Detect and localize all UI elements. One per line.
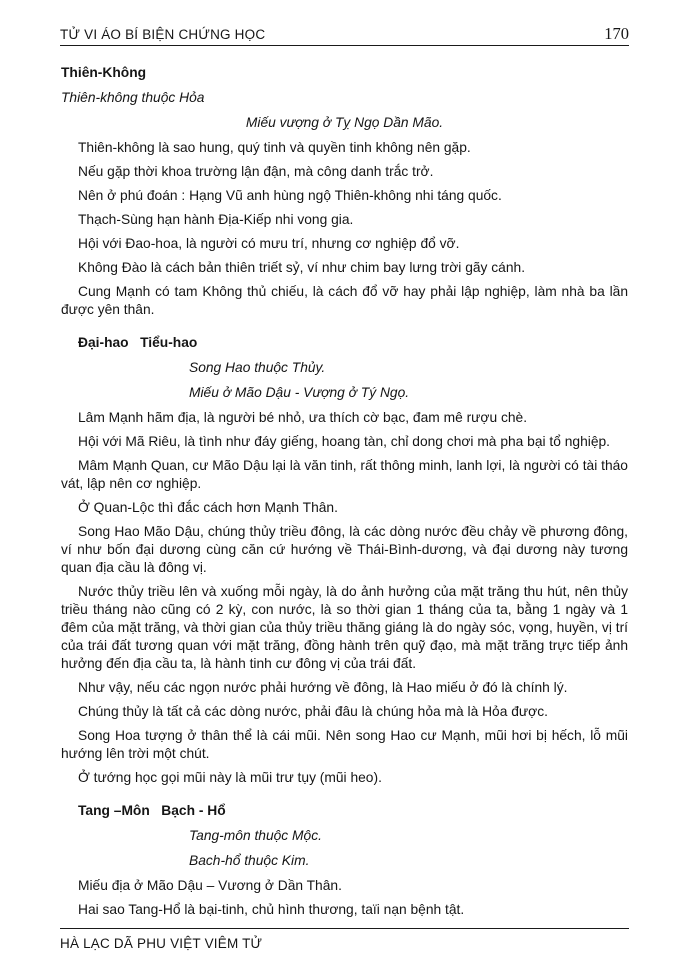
page-footer: [60, 936, 629, 951]
page-number: 170: [604, 24, 629, 43]
paragraph: Không Đào là cách bản thiên triết sỷ, ví như chim bay lưng trời gãy cánh.: [78, 260, 526, 275]
section-element-line: Bach-hổ thuộc Kim.: [189, 853, 310, 868]
section-heading-thien-khong: Thiên-Không: [61, 65, 147, 80]
paragraph: Nước thủy triều lên và xuống mỗi ngày, là do ảnh hưởng của mặt trăng thu hút, nên thủy triều tháng nào cũng có 2 kỳ, con nước, là so thời gian 1 tháng của ta, bằng 1 ngày và 1 đêm của mặt trăng, và thời gian của thủy triều thăng giáng là do ngày sóc, vọng, huyền, vị trí của trái đất tương quan với mặt trăng, đồng hành trên quỹ đạo, mà mặt trăng trực tiếp ảnh hưởng đến địa cầu ta, là hành tinh cư đông vị của trái đất.: [61, 584, 628, 671]
paragraph: Hai sao Tang-Hổ là bại-tinh, chủ hình thương, taïi nạn bệnh tật.: [78, 902, 465, 917]
paragraph: Song Hoa tượng ở thân thể là cái mũi. Nên song Hao cư Mạnh, mũi hơi bị hếch, lỗ mũi hướng lên trời một chút.: [61, 728, 628, 761]
section-element-line: Tang-môn thuộc Mộc.: [189, 828, 322, 843]
paragraph: Nếu gặp thời khoa trường lận đận, mà công danh trắc trở.: [78, 164, 434, 179]
section-heading-tang-mon-bach-ho: Tang –Môn Bạch - Hổ: [78, 803, 226, 818]
section-element-line: Thiên-không thuộc Hỏa: [61, 90, 205, 105]
paragraph: Ở Quan-Lộc thì đắc cách hơn Mạnh Thân.: [78, 500, 338, 515]
section-position-line: Miếu vượng ở Tỵ Ngọ Dần Mão.: [245, 115, 444, 130]
paragraph: Mâm Mạnh Quan, cư Mão Dậu lại là văn tinh, rất thông minh, lanh lợi, là người có tài tháo vát, lập nên cơ nghiệp.: [61, 458, 628, 491]
paragraph: Như vậy, nếu các ngọn nước phải hướng về đông, là Hao miếu ở đó là chính lý.: [78, 680, 568, 695]
paragraph: Nên ở phú đoán : Hạng Vũ anh hùng ngộ Thiên-không nhi táng quốc.: [78, 188, 502, 203]
paragraph: Thiên-không là sao hung, quý tinh và quyền tinh không nên gặp.: [78, 140, 471, 155]
page-header: [60, 24, 629, 44]
running-title: TỬ VI ÁO BÍ BIỆN CHỨNG HỌC: [60, 27, 266, 42]
footer-rule: [60, 928, 629, 929]
paragraph: Cung Mạnh có tam Không thủ chiếu, là cách đổ vỡ hay phải lập nghiệp, làm nhà ba lần được yên thân.: [61, 284, 628, 317]
page-body: [61, 64, 628, 925]
paragraph: Chúng thủy là tất cả các dòng nước, phải đâu là chúng hỏa mà là Hỏa được.: [78, 704, 548, 719]
paragraph: Hội với Đao-hoa, là người có mưu trí, nhưng cơ nghiệp đổ vỡ.: [78, 236, 460, 251]
paragraph: Lâm Mạnh hãm địa, là người bé nhỏ, ưa thích cờ bạc, đam mê rượu chè.: [78, 410, 528, 425]
footer-text: HÀ LẠC DÃ PHU VIỆT VIÊM TỬ: [60, 936, 263, 951]
section-position-line: Miếu ở Mão Dậu - Vượng ở Tý Ngọ.: [189, 385, 410, 400]
paragraph: Ở tướng học gọi mũi này là mũi trư tụy (mũi heo).: [78, 770, 382, 785]
paragraph: Miếu địa ở Mão Dậu – Vương ở Dần Thân.: [78, 878, 342, 893]
section-heading-dai-hao-tieu-hao: Đại-hao Tiểu-hao: [78, 335, 198, 350]
paragraph: Thạch-Sùng hạn hành Địa-Kiếp nhi vong gia.: [78, 212, 354, 227]
paragraph: Song Hao Mão Dậu, chúng thủy triều đông, là các dòng nước đều chảy về phương đông, ví như bốn đại dương cùng căn cứ hướng về Thái-Bình-dương, và đại dương này tương quan địa cầu là đông vị.: [61, 524, 628, 575]
paragraph: Hội với Mã Riêu, là tình như đáy giếng, hoang tàn, chỉ dong chơi mà pha bại tổ nghiệp.: [78, 434, 611, 449]
header-rule: [60, 45, 629, 46]
section-element-line: Song Hao thuộc Thủy.: [189, 360, 326, 375]
